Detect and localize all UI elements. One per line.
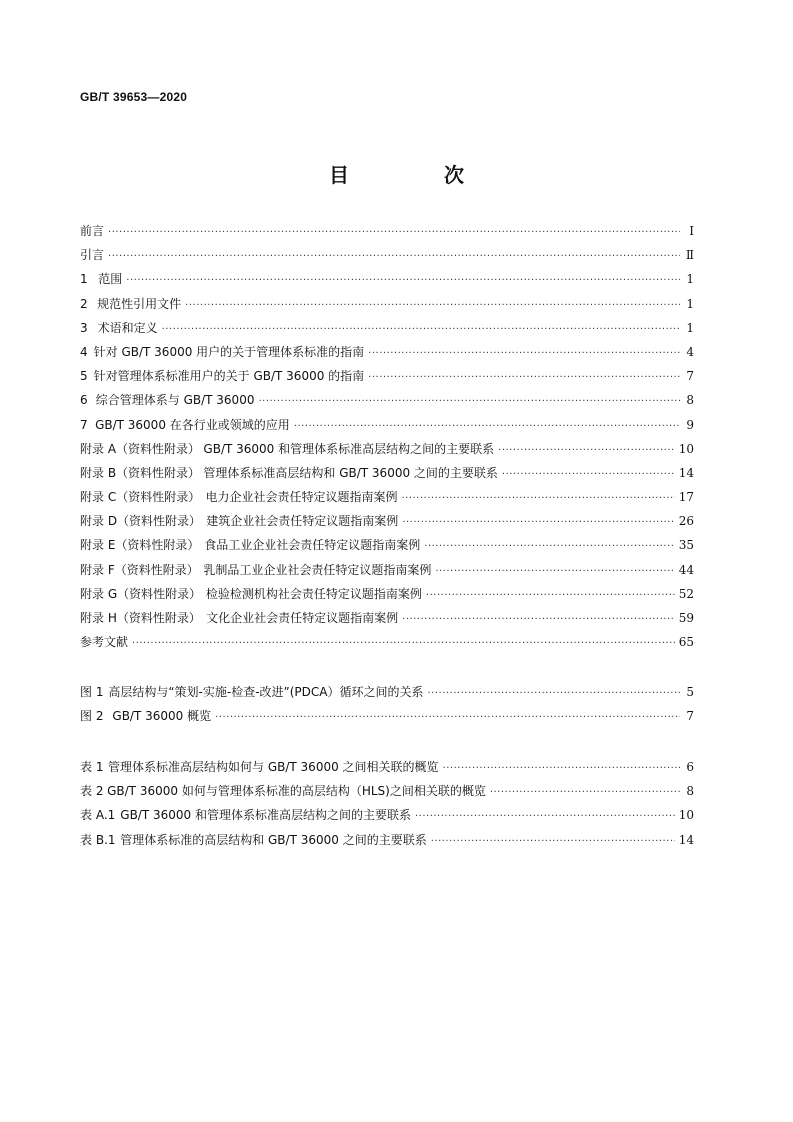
toc-entry[interactable]	[80, 806, 694, 830]
toc-page-number: 5	[686, 685, 694, 699]
toc-entry-title: 检验检测机构社会责任特定议题指南案例	[205, 586, 422, 601]
toc-dot-leader	[424, 541, 674, 552]
toc-page-number: 59	[678, 611, 694, 625]
toc-entry-title: 乳制品工业企业社会责任特定议题指南案例	[203, 562, 432, 577]
toc-entry-title: 前言	[80, 224, 105, 238]
toc-entry-title: 参考文献	[80, 635, 129, 650]
toc-page-number: 7	[686, 369, 694, 384]
toc-dot-leader	[435, 566, 674, 577]
toc-entry[interactable]	[80, 561, 694, 585]
toc-entry-number: 附录 F（资料性附录）	[80, 562, 199, 577]
toc-page-number: 6	[686, 760, 694, 774]
toc-dot-leader	[368, 372, 680, 383]
toc-dot-leader	[401, 493, 674, 504]
toc-entry-number: 1	[80, 272, 88, 287]
toc-entry-number: 3	[80, 320, 88, 335]
toc-dot-leader	[294, 421, 680, 432]
toc-entry-number: 附录 H（资料性附录）	[80, 611, 201, 625]
toc-page-number: 14	[678, 832, 694, 847]
toc-entry-title: 高层结构与“策划-实施-检查-改进”(PDCA）循环之间的关系	[108, 685, 424, 699]
toc-page-number: 1	[686, 272, 694, 287]
toc-dot-leader	[258, 396, 680, 407]
toc-entry-number: 图 2	[80, 709, 104, 724]
list-of-figures	[80, 683, 694, 731]
toc-entry-title: GB/T 36000 在各行业或领域的应用	[95, 417, 290, 432]
toc-page-number: 44	[678, 562, 694, 577]
toc-page-number: 17	[678, 490, 694, 505]
toc-entry-number: 6	[80, 393, 88, 408]
toc-dot-leader	[415, 811, 675, 822]
toc-dot-leader	[108, 227, 680, 238]
toc-dot-leader	[498, 445, 675, 456]
toc-entry[interactable]	[80, 270, 694, 294]
toc-entry-title: 引言	[80, 248, 105, 263]
toc-page-number: 4	[686, 344, 694, 359]
toc-page-number: 65	[678, 635, 694, 650]
toc-dot-leader	[402, 517, 674, 528]
toc-dot-leader	[126, 275, 680, 286]
toc-entry-number: 表 B.1	[80, 832, 116, 847]
toc-entry[interactable]	[80, 782, 694, 806]
toc-dot-leader	[490, 787, 680, 798]
toc-entry-title: 管理体系标准高层结构和 GB/T 36000 之间的主要联系	[203, 465, 498, 480]
toc-page-number: 8	[686, 784, 694, 799]
toc-dot-leader	[132, 638, 675, 649]
toc-entry-title: 针对管理体系标准用户的关于 GB/T 36000 的指南	[93, 369, 365, 384]
toc-entry[interactable]	[80, 295, 694, 319]
toc-dot-leader	[368, 348, 680, 359]
toc-entry[interactable]	[80, 391, 694, 415]
toc-entry-title: 电力企业社会责任特定议题指南案例	[205, 490, 398, 505]
toc-page-number: 10	[678, 808, 694, 823]
toc-entry[interactable]	[80, 343, 694, 367]
toc-entry[interactable]	[80, 512, 694, 536]
toc-entry-title: 食品工业企业社会责任特定议题指南案例	[204, 538, 421, 553]
toc-page-number: 9	[686, 417, 694, 432]
toc-entry[interactable]	[80, 609, 694, 633]
toc-entry[interactable]	[80, 319, 694, 343]
toc-page-number: 7	[686, 709, 694, 724]
toc-entry[interactable]	[80, 246, 694, 270]
list-of-tables	[80, 758, 694, 855]
toc-entry[interactable]	[80, 707, 694, 731]
toc-dot-leader	[402, 614, 675, 625]
table-of-contents	[80, 222, 694, 657]
toc-entry-number: 表 2	[80, 784, 104, 799]
toc-entry[interactable]	[80, 633, 694, 657]
toc-entry[interactable]	[80, 758, 694, 782]
toc-entry[interactable]	[80, 683, 694, 707]
toc-entry-title: 术语和定义	[97, 320, 158, 335]
toc-entry-title: 范围	[98, 272, 123, 287]
toc-entry-number: 表 1	[80, 760, 104, 774]
toc-entry-title: 综合管理体系与 GB/T 36000	[95, 393, 255, 408]
toc-entry-number: 附录 B（资料性附录）	[80, 465, 201, 480]
toc-entry-number: 7	[80, 417, 88, 432]
toc-page-number: 1	[686, 320, 694, 335]
toc-entry[interactable]	[80, 367, 694, 391]
toc-entry-number: 表 A.1	[80, 808, 116, 823]
toc-dot-leader	[427, 688, 680, 699]
toc-page-number: 8	[686, 393, 694, 408]
toc-page-number: Ⅰ	[689, 224, 694, 238]
toc-entry[interactable]	[80, 831, 694, 855]
toc-entry-number: 附录 A（资料性附录）	[80, 441, 201, 456]
toc-entry-title: 针对 GB/T 36000 用户的关于管理体系标准的指南	[93, 344, 365, 359]
toc-page-number: 1	[686, 296, 694, 311]
toc-entry-title: GB/T 36000 如何与管理体系标准的高层结构（HLS)之间相关联的概览	[107, 784, 486, 799]
toc-entry-number: 4	[80, 344, 88, 359]
toc-entry-title: 建筑企业社会责任特定议题指南案例	[206, 514, 399, 529]
toc-entry[interactable]	[80, 536, 694, 560]
toc-dot-leader	[185, 300, 680, 311]
toc-entry-number: 附录 G（资料性附录）	[80, 586, 202, 601]
toc-entry[interactable]	[80, 440, 694, 464]
toc-page-number: 52	[678, 586, 694, 601]
toc-entry[interactable]	[80, 488, 694, 512]
toc-entry[interactable]	[80, 585, 694, 609]
toc-dot-leader	[443, 763, 680, 774]
toc-entry-title: 管理体系标准高层结构如何与 GB/T 36000 之间相关联的概览	[108, 760, 439, 774]
toc-entry[interactable]	[80, 416, 694, 440]
toc-entry-number: 图 1	[80, 685, 104, 699]
toc-page-number: 10	[678, 441, 694, 456]
toc-page-number: 35	[678, 538, 694, 553]
toc-dot-leader	[502, 469, 675, 480]
toc-entry-title: GB/T 36000 概览	[112, 709, 212, 724]
toc-entry[interactable]	[80, 222, 694, 246]
toc-page-number: 14	[678, 465, 694, 480]
toc-entry-title: 管理体系标准的高层结构和 GB/T 36000 之间的主要联系	[120, 832, 427, 847]
toc-entry-title: GB/T 36000 和管理体系标准高层结构之间的主要联系	[120, 808, 411, 823]
toc-entry-number: 附录 D（资料性附录）	[80, 514, 202, 529]
toc-entry-number: 2	[80, 296, 88, 311]
toc-entry-title: GB/T 36000 和管理体系标准高层结构之间的主要联系	[203, 441, 495, 456]
toc-dot-leader	[431, 836, 675, 847]
toc-dot-leader	[215, 712, 680, 723]
toc-entry-number: 附录 C（资料性附录）	[80, 490, 201, 505]
toc-entry-title: 文化企业社会责任特定议题指南案例	[206, 611, 399, 625]
toc-entry-number: 5	[80, 369, 88, 384]
page-title: 目 次	[329, 163, 508, 187]
toc-entry-title: 规范性引用文件	[97, 296, 182, 311]
standard-code: GB/T 39653—2020	[80, 90, 188, 104]
toc-entry-number: 附录 E（资料性附录）	[80, 538, 200, 553]
toc-dot-leader	[426, 590, 675, 601]
toc-page-number: Ⅱ	[685, 248, 694, 263]
toc-dot-leader	[108, 251, 680, 262]
toc-page-number: 26	[678, 514, 694, 529]
toc-dot-leader	[162, 324, 680, 335]
toc-entry[interactable]	[80, 464, 694, 488]
